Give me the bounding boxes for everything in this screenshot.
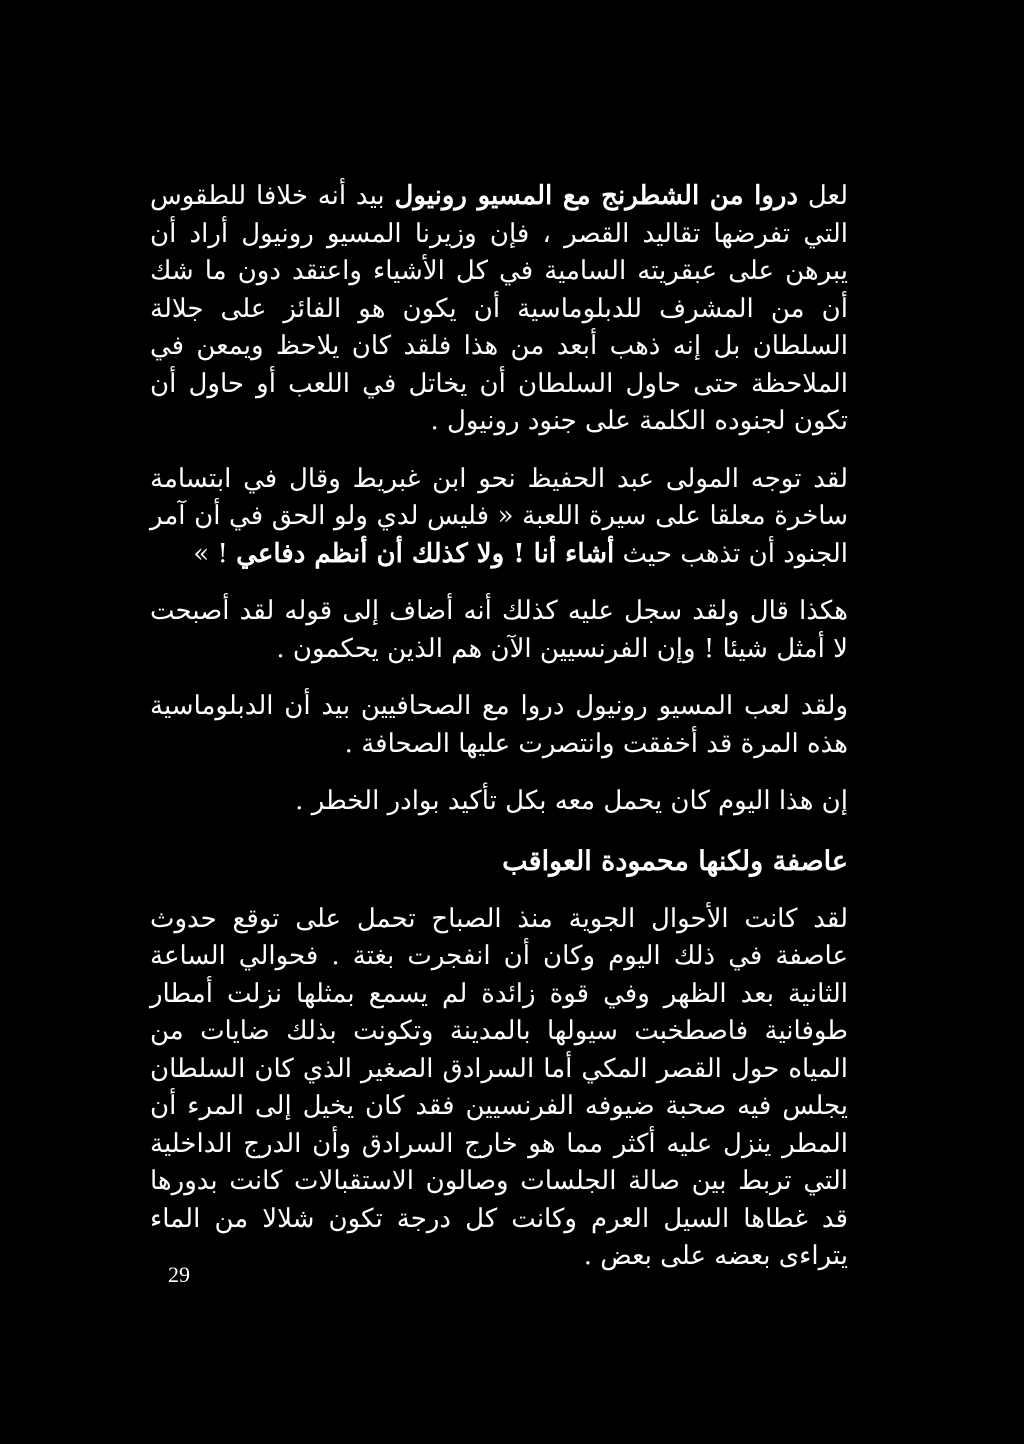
paragraph-text: هكذا قال ولقد سجل عليه كذلك أنه أضاف إلى قوله لقد أصبحت لا أمثل شيئا ! وإن الفرنسيين الآن هم الذين يحكمون . bbox=[150, 596, 848, 664]
paragraph-text: بيد أنه خلافا للطقوس التي تفرضها تقاليد القصر ، فإن وزيرنا المسيو رونيول أراد أن يبرهن على عبقريته السامية في كل الأشياء واعتقد دون ما شك أن من المشرف للدبلوماسية أن يكون هو الفائز على جلالة السلطان بل إنه ذهب أبعد من هذا فلقد كان يلاحظ ويمعن في الملاحظة حتى حاول السلطان أن يخاتل في اللعب أو حاول أن تكون لجنوده الكلمة على جنود رونيول . bbox=[150, 181, 848, 436]
paragraph-journalists bbox=[150, 688, 848, 763]
paragraph-text: لقد توجه المولى عبد الحفيظ نحو ابن غبريط وقال في ابتسامة ساخرة معلقا على سيرة اللعبة « فليس لدي ولو الحق في أن آمر الجنود أن تذهب حيث bbox=[150, 463, 848, 569]
paragraph-french-rule bbox=[150, 593, 848, 668]
section-heading: عاصفة ولكنها محمودة العواقب bbox=[502, 845, 848, 877]
paragraph-danger-signs bbox=[150, 783, 848, 821]
paragraph-text: لقد كانت الأحوال الجوية منذ الصباح تحمل على توقع حدوث عاصفة في ذلك اليوم وكان أن انفجرت بغتة . فحوالي الساعة الثانية بعد الظهر وفي قوة زائدة لم يسمع بمثلها نزلت أمطار طوفانية فاصطخبت سيولها بالمدينة وتكونت بذلك ضايات من المياه حول القصر المكي أما السرادق الصغير الذي كان السلطان يجلس فيه صحبة ضيوفه الفرنسيين فقد كان يخيل إلى المرء أن المطر ينزل عليه أكثر مما هو خارج السرادق وأن الدرج الداخلية التي تربط بين صالة الجلسات وصالون الاستقبالات كانت بدورها قد غطاها السيل العرم وكانت كل درجة تكون شلالا من الماء يتراءى بعضه على بعض . bbox=[150, 903, 848, 1271]
document-page bbox=[150, 178, 848, 1296]
paragraph-storm bbox=[150, 901, 848, 1276]
paragraph-text: إن هذا اليوم كان يحمل معه بكل تأكيد بوادر الخطر . bbox=[295, 786, 848, 816]
paragraph-sultan-remark bbox=[150, 461, 848, 574]
bold-phrase: أشاء أنا ! ولا كذلك أن أنظم دفاعي bbox=[236, 538, 615, 569]
paragraph-text: ولقد لعب المسيو رونيول دروا مع الصحافيين بيد أن الدبلوماسية هذه المرة قد أخفقت وانتصرت عليها الصحافة . bbox=[150, 691, 848, 759]
paragraph-text: ! » bbox=[193, 538, 237, 569]
bold-phrase: دروا من الشطرنج مع المسيو رونيول bbox=[394, 181, 799, 211]
page-number: 29 bbox=[168, 1262, 190, 1287]
paragraph-chess-game bbox=[150, 178, 848, 441]
paragraph-text: لعل bbox=[798, 181, 848, 211]
